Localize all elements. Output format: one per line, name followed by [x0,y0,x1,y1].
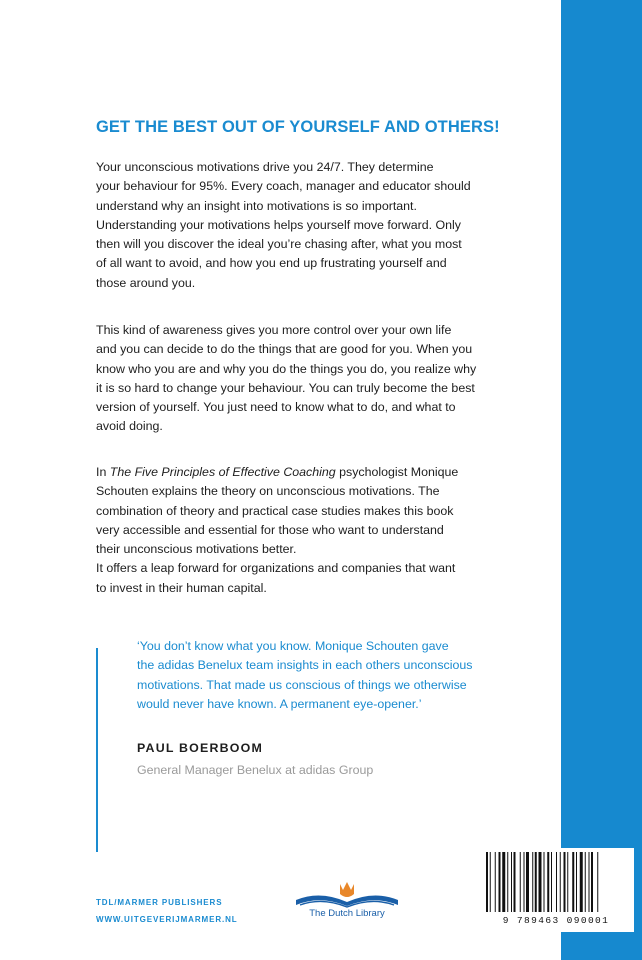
text-line: your behaviour for 95%. Every coach, manager and educator should [96,179,471,194]
text-line: and you can decide to do the things that are good for you. When you [96,342,473,357]
isbn-number: 9 789463 090001 [502,915,610,926]
barcode-bar [532,852,533,912]
spine-color-band [561,0,642,960]
text-rest: psychologist Monique [335,465,459,479]
testimonial-quote [137,637,537,714]
barcode-bar [524,852,525,912]
barcode-bar [486,852,488,912]
quote-line: the adidas Benelux team insights in each others unconscious [137,658,473,673]
paragraph-intro [96,158,536,293]
tulip-icon [340,882,354,897]
book-title: The Five Principles of Effective Coaching [109,465,336,479]
logo-label: The Dutch Library [309,908,385,919]
headline: GET THE BEST OUT OF YOURSELF AND OTHERS! [96,118,500,136]
barcode-bar [567,852,568,912]
barcode-bar [544,852,545,912]
text-line: It offers a leap forward for organizations and companies that want [96,561,456,576]
text-line: then will you discover the ideal you’re chasing after, what you most [96,237,462,252]
barcode-bar [572,852,574,912]
text-line: Your unconscious motivations drive you 24/7. They determine [96,160,434,174]
barcode-bar [597,852,598,912]
paragraph-book [96,463,536,598]
barcode-bar [507,852,508,912]
text-line: of all want to avoid, and how you end up frustrating yourself and [96,256,447,271]
quote-line: ‘You don’t know what you know. Monique Schouten gave [137,639,449,653]
barcode-bar [556,852,557,912]
barcode-bar [511,852,512,912]
text-line: avoid doing. [96,419,163,434]
quote-author: PAUL BOERBOOM [137,741,263,755]
text-line: understand why an insight into motivations is so important. [96,198,417,213]
quote-author-role: General Manager Benelux at adidas Group [137,763,374,777]
publisher-url[interactable]: WWW.UITGEVERIJMARMER.NL [96,915,238,924]
text-line: know who you are and why you do the things you do, you realize why [96,361,477,376]
text-prefix: In [96,465,110,479]
barcode-bar [526,852,529,912]
barcode-bar [495,852,496,912]
barcode-bar [490,852,491,912]
barcode-bar [499,852,501,912]
text-line: to invest in their human capital. [96,580,267,595]
text-line: Understanding your motivations helps yourself move forward. Only [96,217,462,232]
text-line: version of yourself. You just need to know what to do, and what to [96,400,456,415]
text-line: Schouten explains the theory on unconscious motivations. The [96,484,440,499]
quote-line: would never have known. A permanent eye-opener.’ [137,696,422,711]
barcode-bar [535,852,537,912]
barcode-bar [589,852,590,912]
barcode-bar [514,852,516,912]
barcode-bar [576,852,577,912]
barcode-bar [580,852,583,912]
text-line: their unconscious motivations better. [96,542,297,557]
text-line: those around you. [96,275,196,290]
barcode-bar [551,852,552,912]
barcode-bar [547,852,549,912]
barcode-bar [520,852,521,912]
text-line: This kind of awareness gives you more control over your own life [96,323,452,337]
barcode-bar [502,852,505,912]
publisher-info [96,894,238,928]
barcode-bars-icon [484,852,628,914]
barcode-bar [560,852,561,912]
barcode-bar [539,852,542,912]
text-line: combination of theory and practical case studies makes this book [96,503,454,518]
quote-rule [96,648,98,852]
text-line: it is so hard to change your behaviour. You can truly become the best [96,380,475,395]
isbn-barcode [478,848,634,932]
text-line [96,463,536,482]
text-line: very accessible and essential for those who want to understand [96,522,444,537]
barcode-bar [564,852,566,912]
barcode-bar [591,852,593,912]
paragraph-awareness [96,321,536,437]
quote-line: motivations. That made us conscious of things we otherwise [137,677,467,692]
publisher-name: TDL/MARMER PUBLISHERS [96,898,223,907]
barcode-bar [585,852,586,912]
